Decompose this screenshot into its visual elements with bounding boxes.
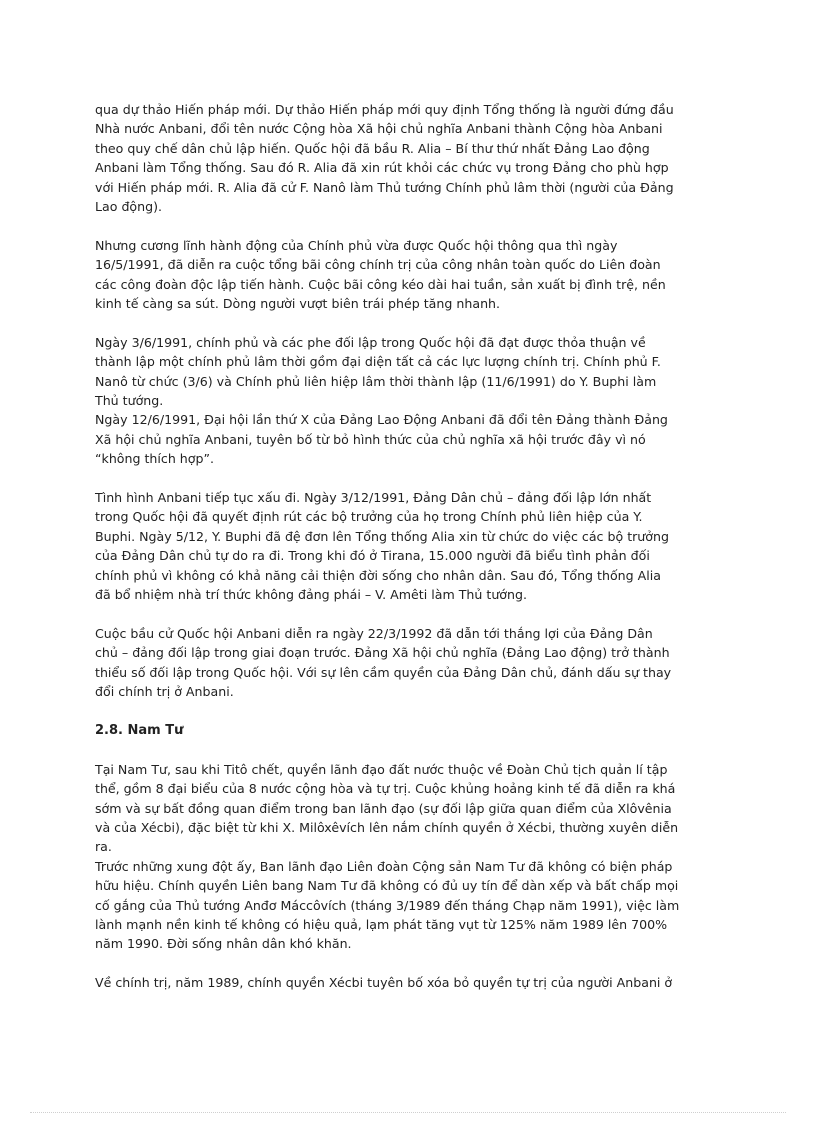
paragraph — [95, 333, 720, 411]
section-anbani — [95, 100, 720, 702]
text-line: hữu hiệu. Chính quyền Liên bang Nam Tư đã không có đủ uy tín để dàn xếp và bất chấp mọi — [95, 878, 679, 894]
text-line: trong Quốc hội đã quyết định rút các bộ trưởng của họ trong Chính phủ liên hiệp của Y. — [95, 509, 643, 525]
text-line: Anbani làm Tổng thống. Sau đó R. Alia đã xin rút khỏi các chức vụ trong Đảng cho phù hợp — [95, 160, 669, 176]
paragraph — [95, 973, 720, 992]
document-page — [95, 100, 720, 993]
text-line: Buphi. Ngày 5/12, Y. Buphi đã đệ đơn lên Tổng thống Alia xin từ chức do việc các bộ trưởng — [95, 528, 669, 544]
text-line: Ngày 12/6/1991, Đại hội lần thứ X của Đảng Lao Động Anbani đã đổi tên Đảng thành Đảng — [95, 412, 668, 428]
text-line: Tình hình Anbani tiếp tục xấu đi. Ngày 3/12/1991, Đảng Dân chủ – đảng đối lập lớn nhất — [95, 490, 652, 506]
paragraph — [95, 410, 720, 468]
text-line: cố gắng của Thủ tướng Anđơ Máccôvích (tháng 3/1989 đến tháng Chạp năm 1991), việc làm — [95, 897, 680, 913]
text-line: đổi chính trị ở Anbani. — [95, 684, 234, 700]
paragraph — [95, 236, 720, 314]
page-bottom-divider — [30, 1112, 786, 1113]
text-line: thành lập một chính phủ lâm thời gồm đại diện tất cả các lực lượng chính trị. Chính phủ F. — [95, 354, 661, 370]
paragraph — [95, 488, 720, 604]
text-line: theo quy chế dân chủ lập hiến. Quốc hội đã bầu R. Alia – Bí thư thứ nhất Đảng Lao động — [95, 140, 650, 156]
text-line: 16/5/1991, đã diễn ra cuộc tổng bãi công chính trị của công nhân toàn quốc do Liên đoàn — [95, 257, 661, 273]
text-line: đã bổ nhiệm nhà trí thức không đảng phái – V. Amêti làm Thủ tướng. — [95, 587, 527, 603]
text-line: thiểu số đối lập trong Quốc hội. Với sự lên cầm quyền của Đảng Dân chủ, đánh dấu sự thay — [95, 664, 672, 680]
text-line: chính phủ vì không có khả năng cải thiện đời sống cho nhân dân. Sau đó, Tổng thống Alia — [95, 567, 661, 583]
paragraph — [95, 857, 720, 954]
text-line: qua dự thảo Hiến pháp mới. Dự thảo Hiến pháp mới quy định Tổng thống là người đứng đầu — [95, 102, 674, 117]
text-line: thể, gồm 8 đại biểu của 8 nước cộng hòa và tự trị. Cuộc khủng hoảng kinh tế đã diễn ra khá — [95, 781, 676, 797]
text-line: Trước những xung đột ấy, Ban lãnh đạo Liên đoàn Cộng sản Nam Tư đã không có biện pháp — [95, 858, 673, 874]
text-line: lành mạnh nền kinh tế không có hiệu quả, lạm phát tăng vụt từ 125% năm 1989 lên 700% — [95, 916, 668, 932]
text-line: các công đoàn độc lập tiến hành. Cuộc bãi công kéo dài hai tuần, sản xuất bị đình trệ, nền — [95, 276, 666, 292]
text-line: kinh tế càng sa sút. Dòng người vượt biên trái phép tăng nhanh. — [95, 296, 501, 312]
text-line: “không thích hợp”. — [95, 451, 215, 467]
text-line: Nhà nước Anbani, đổi tên nước Cộng hòa Xã hội chủ nghĩa Anbani thành Cộng hòa Anbani — [95, 121, 663, 137]
paragraph — [95, 624, 720, 702]
paragraph — [95, 100, 720, 216]
text-line: Ngày 3/6/1991, chính phủ và các phe đối lập trong Quốc hội đã đạt được thỏa thuận về — [95, 334, 646, 350]
text-line: năm 1990. Đời sống nhân dân khó khăn. — [95, 936, 352, 952]
section-nam-tu — [95, 760, 720, 993]
text-line: chủ – đảng đối lập trong giai đoạn trước. Đảng Xã hội chủ nghĩa (Đảng Lao động) trở thành — [95, 645, 670, 661]
text-line: với Hiến pháp mới. R. Alia đã cử F. Nanô làm Thủ tướng Chính phủ lâm thời (người của Đảng — [95, 179, 674, 195]
text-line: Nhưng cương lĩnh hành động của Chính phủ vừa được Quốc hội thông qua thì ngày — [95, 237, 618, 253]
text-line: Nanô từ chức (3/6) và Chính phủ liên hiệp lâm thời thành lập (11/6/1991) do Y. Buphi làm — [95, 373, 657, 389]
text-line: Tại Nam Tư, sau khi Titô chết, quyền lãnh đạo đất nước thuộc về Đoàn Chủ tịch quản lí tập — [95, 761, 668, 777]
text-line: của Đảng Dân chủ tự do ra đi. Trong khi đó ở Tirana, 15.000 người đã biểu tình phản đối — [95, 548, 650, 564]
paragraph — [95, 760, 720, 857]
text-line: Thủ tướng. — [95, 393, 164, 409]
text-line: Về chính trị, năm 1989, chính quyền Xécbi tuyên bố xóa bỏ quyền tự trị của người Anbani ở — [95, 975, 673, 991]
text-line: ra. — [95, 839, 112, 855]
text-line: và của Xécbi), đặc biệt từ khi X. Milôxêvích lên nắm chính quyền ở Xécbi, thường xuyên diễn — [95, 819, 679, 835]
text-line: sớm và sự bất đồng quan điểm trong ban lãnh đạo (sự đối lập giữa quan điểm của Xlôvênia — [95, 800, 672, 816]
text-line: Cuộc bầu cử Quốc hội Anbani diễn ra ngày 22/3/1992 đã dẫn tới thắng lợi của Đảng Dân — [95, 625, 653, 641]
text-line: Xã hội chủ nghĩa Anbani, tuyên bố từ bỏ hình thức của chủ nghĩa xã hội trước đây vì nó — [95, 431, 646, 447]
text-line: Lao động). — [95, 199, 163, 215]
section-heading-nam-tu: 2.8. Nam Tư — [95, 722, 184, 738]
